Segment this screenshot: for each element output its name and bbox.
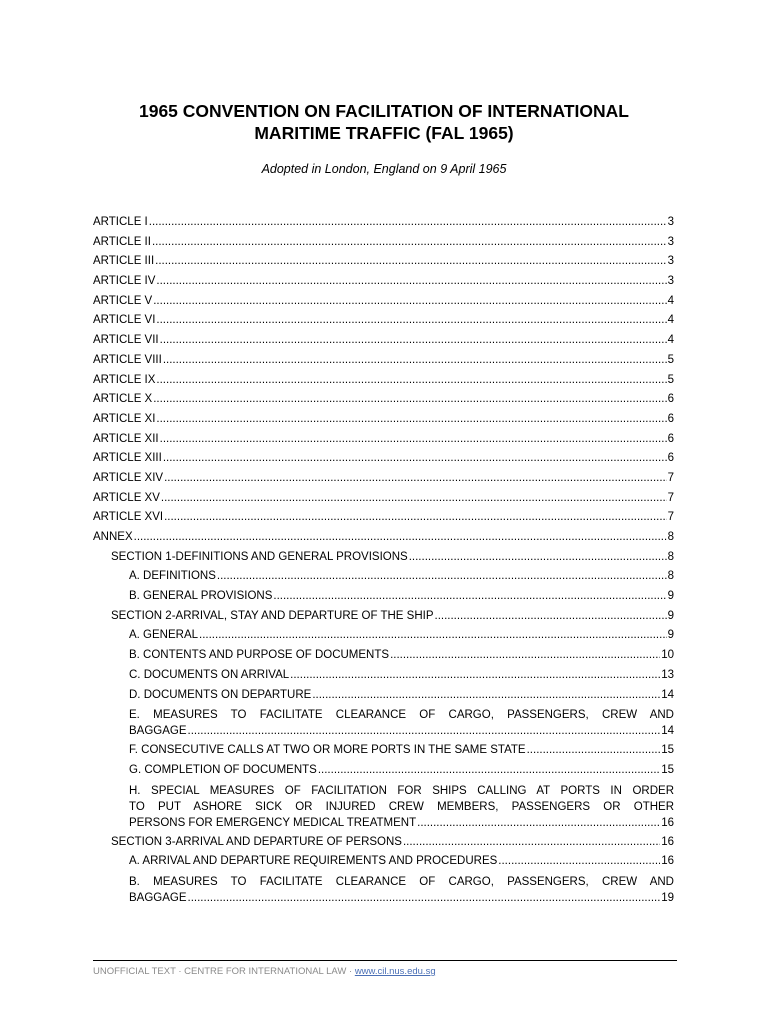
toc-entry-label: ARTICLE I — [93, 216, 148, 228]
toc-entry-page: 6 — [667, 452, 674, 465]
toc-entry-section-2-g[interactable] — [129, 761, 674, 781]
toc-entry-page: 9 — [667, 590, 674, 603]
toc-entry-label: PERSONS FOR EMERGENCY MEDICAL TREATMENT — [129, 816, 417, 829]
toc-leader-dots — [390, 646, 660, 666]
toc-entry-page: 7 — [667, 511, 674, 524]
toc-entry-section-3-b[interactable] — [129, 872, 674, 908]
toc-entry[interactable] — [93, 390, 674, 410]
toc-entry-label: ARTICLE VII — [93, 334, 159, 347]
toc-leader-dots — [153, 390, 666, 410]
toc-section-2-items — [93, 626, 674, 705]
footer-link[interactable]: www.cil.nus.edu.sg — [354, 966, 436, 977]
toc-entry-page: 7 — [667, 471, 674, 484]
toc-entry-line: E. MEASURES TO FACILITATE CLEARANCE OF CARGO, PASSENGERS, CREW AND — [129, 709, 674, 722]
toc-entry-label: F. CONSECUTIVE CALLS AT TWO OR MORE PORTS IN THE SAME STATE — [129, 744, 526, 757]
toc-entry[interactable] — [129, 626, 674, 646]
toc-entry-page: 4 — [667, 314, 674, 327]
toc-entry[interactable] — [129, 567, 674, 587]
toc-entry[interactable] — [93, 508, 674, 528]
toc-entry-label: ARTICLE IV — [93, 275, 156, 288]
toc-leader-dots — [149, 213, 667, 233]
toc-leader-dots — [199, 626, 667, 646]
toc-entry[interactable] — [93, 469, 674, 489]
toc-leader-dots — [527, 741, 661, 761]
toc-entry-label: B. GENERAL PROVISIONS — [129, 590, 273, 603]
toc-leader-dots — [153, 292, 666, 312]
toc-entry-page: 10 — [661, 649, 674, 662]
toc-entry-page: 3 — [667, 216, 674, 228]
toc-entry-page: 14 — [661, 688, 674, 701]
title-line-2: MARITIME TRAFFIC (FAL 1965) — [254, 123, 514, 143]
toc-entry-label: ARTICLE XIII — [93, 452, 162, 465]
toc-entry-label: ARTICLE XVI — [93, 511, 164, 524]
toc-entry[interactable] — [93, 213, 674, 233]
toc-entry-line: TO PUT ASHORE SICK OR INJURED CREW MEMBERS, PASSENGERS OR OTHER — [129, 800, 674, 813]
toc-leader-dots — [435, 607, 667, 627]
toc-entry[interactable] — [93, 331, 674, 351]
toc-leader-dots — [160, 430, 667, 450]
toc-entry[interactable] — [93, 371, 674, 391]
toc-entry[interactable] — [93, 489, 674, 509]
toc-entry-page: 16 — [661, 816, 674, 829]
toc-entry[interactable] — [93, 233, 674, 253]
toc-entry-label: ARTICLE VIII — [93, 353, 162, 366]
toc-entry-page: 16 — [661, 835, 674, 848]
toc-entry-label: BAGGAGE — [129, 725, 187, 738]
toc-entry-label: D. DOCUMENTS ON DEPARTURE — [129, 688, 312, 701]
toc-entry-label: ARTICLE X — [93, 393, 153, 406]
toc-entry-page: 7 — [667, 491, 674, 504]
toc-entry-page: 6 — [667, 432, 674, 445]
toc-entry[interactable] — [129, 587, 674, 607]
toc-leader-dots — [161, 489, 667, 509]
toc-entry-label: A. ARRIVAL AND DEPARTURE REQUIREMENTS AND PROCEDURES — [129, 855, 498, 868]
toc-entry-page: 15 — [661, 763, 674, 776]
toc-entry-page: 4 — [667, 334, 674, 347]
toc-leader-dots — [403, 833, 660, 853]
toc-entry-label: BAGGAGE — [129, 891, 187, 904]
toc-entry-label: B. CONTENTS AND PURPOSE OF DOCUMENTS — [129, 649, 390, 662]
toc-entry-section-3[interactable] — [111, 833, 674, 853]
footer-text: UNOFFICIAL TEXT · CENTRE FOR INTERNATIONAL LAW · — [93, 966, 355, 977]
toc-entry[interactable] — [93, 410, 674, 430]
toc-leader-dots — [155, 252, 666, 272]
table-of-contents — [93, 213, 674, 908]
toc-leader-dots — [273, 587, 666, 607]
toc-entry[interactable] — [93, 252, 674, 272]
toc-leader-dots — [156, 272, 666, 292]
toc-leader-dots — [290, 666, 660, 686]
toc-leader-dots — [409, 548, 667, 568]
toc-leader-dots — [318, 761, 660, 781]
toc-entry-label: ARTICLE VI — [93, 314, 156, 327]
toc-entry-page: 9 — [667, 609, 674, 622]
toc-leader-dots — [417, 815, 660, 831]
toc-entry-page: 8 — [667, 550, 674, 563]
toc-leader-dots — [156, 410, 666, 430]
toc-entry-label: ARTICLE III — [93, 255, 155, 268]
toc-entry-page: 5 — [667, 373, 674, 386]
toc-entry-label: SECTION 2-ARRIVAL, STAY AND DEPARTURE OF THE SHIP — [111, 609, 434, 622]
toc-leader-dots — [188, 890, 661, 906]
toc-entry-page: 3 — [667, 275, 674, 288]
toc-entry-label: G. COMPLETION OF DOCUMENTS — [129, 763, 317, 776]
toc-entry-label: ARTICLE XII — [93, 432, 159, 445]
toc-entry[interactable] — [93, 351, 674, 371]
toc-entry-section-2-h[interactable] — [129, 781, 674, 833]
toc-entry-line-last — [129, 890, 674, 906]
toc-entry[interactable] — [93, 449, 674, 469]
toc-entry-page: 9 — [667, 629, 674, 642]
toc-leader-dots — [188, 723, 661, 739]
toc-entry-page: 14 — [661, 725, 674, 738]
toc-entry[interactable] — [129, 686, 674, 706]
toc-entry[interactable] — [129, 646, 674, 666]
toc-entry[interactable] — [93, 272, 674, 292]
toc-leader-dots — [160, 331, 667, 351]
document-subtitle: Adopted in London, England on 9 April 1965 — [261, 162, 507, 176]
toc-entry-page: 6 — [667, 393, 674, 406]
toc-entry-label: A. GENERAL — [129, 629, 199, 642]
toc-articles — [93, 213, 674, 548]
toc-entry-page: 16 — [661, 855, 674, 868]
toc-leader-dots — [312, 686, 660, 706]
toc-leader-dots — [217, 567, 667, 587]
toc-leader-dots — [498, 852, 660, 872]
toc-entry-page: 5 — [667, 353, 674, 366]
toc-leader-dots — [156, 311, 666, 331]
toc-entry-section-1[interactable] — [111, 548, 674, 568]
toc-entry[interactable] — [93, 528, 674, 548]
toc-entry[interactable] — [93, 430, 674, 450]
toc-leader-dots — [163, 449, 667, 469]
toc-entry-page: 8 — [667, 531, 674, 543]
toc-entry-page: 3 — [667, 235, 674, 248]
toc-entry-section-2-f[interactable] — [129, 741, 674, 761]
toc-entry-label: SECTION 1-DEFINITIONS AND GENERAL PROVISIONS — [111, 550, 408, 563]
toc-entry-line: H. SPECIAL MEASURES OF FACILITATION FOR SHIPS CALLING AT PORTS IN ORDER — [129, 784, 674, 797]
toc-entry-label: ARTICLE II — [93, 235, 151, 248]
toc-entry-section-3-a[interactable] — [129, 852, 674, 872]
toc-entry-label: ARTICLE IX — [93, 373, 156, 386]
title-line-1: 1965 CONVENTION ON FACILITATION OF INTERNATIONAL — [138, 101, 630, 121]
toc-entry-label: ANNEX — [93, 531, 133, 543]
toc-entry-label: ARTICLE XI — [93, 412, 156, 425]
toc-leader-dots — [134, 528, 667, 548]
toc-entry[interactable] — [129, 666, 674, 686]
toc-leader-dots — [152, 233, 667, 253]
toc-entry-line: B. MEASURES TO FACILITATE CLEARANCE OF CARGO, PASSENGERS, CREW AND — [129, 875, 674, 888]
toc-leader-dots — [164, 469, 667, 489]
page-footer — [93, 966, 436, 977]
footer-divider — [93, 960, 677, 961]
toc-entry-label: C. DOCUMENTS ON ARRIVAL — [129, 668, 290, 681]
toc-entry[interactable] — [93, 311, 674, 331]
toc-leader-dots — [156, 371, 666, 391]
toc-entry-label: ARTICLE XIV — [93, 471, 164, 484]
document-title — [0, 100, 768, 144]
toc-leader-dots — [164, 508, 667, 528]
toc-entry-line-last — [129, 723, 674, 739]
toc-entry-label: SECTION 3-ARRIVAL AND DEPARTURE OF PERSONS — [111, 835, 402, 848]
toc-entry-section-2[interactable] — [111, 607, 674, 627]
toc-entry-label: ARTICLE V — [93, 294, 153, 307]
toc-entry-line-last — [129, 815, 674, 831]
toc-leader-dots — [163, 351, 667, 371]
toc-entry-page: 4 — [667, 294, 674, 307]
toc-entry-section-2-e[interactable] — [129, 705, 674, 741]
toc-entry-page: 3 — [667, 255, 674, 268]
toc-entry-page: 8 — [667, 570, 674, 583]
toc-section-1-items — [93, 567, 674, 606]
toc-entry-page: 6 — [667, 412, 674, 425]
toc-entry-label: A. DEFINITIONS — [129, 570, 216, 583]
toc-entry-page: 15 — [661, 744, 674, 757]
toc-entry[interactable] — [93, 292, 674, 312]
toc-entry-label: ARTICLE XV — [93, 491, 160, 504]
toc-entry-page: 13 — [661, 668, 674, 681]
toc-entry-page: 19 — [661, 891, 674, 904]
